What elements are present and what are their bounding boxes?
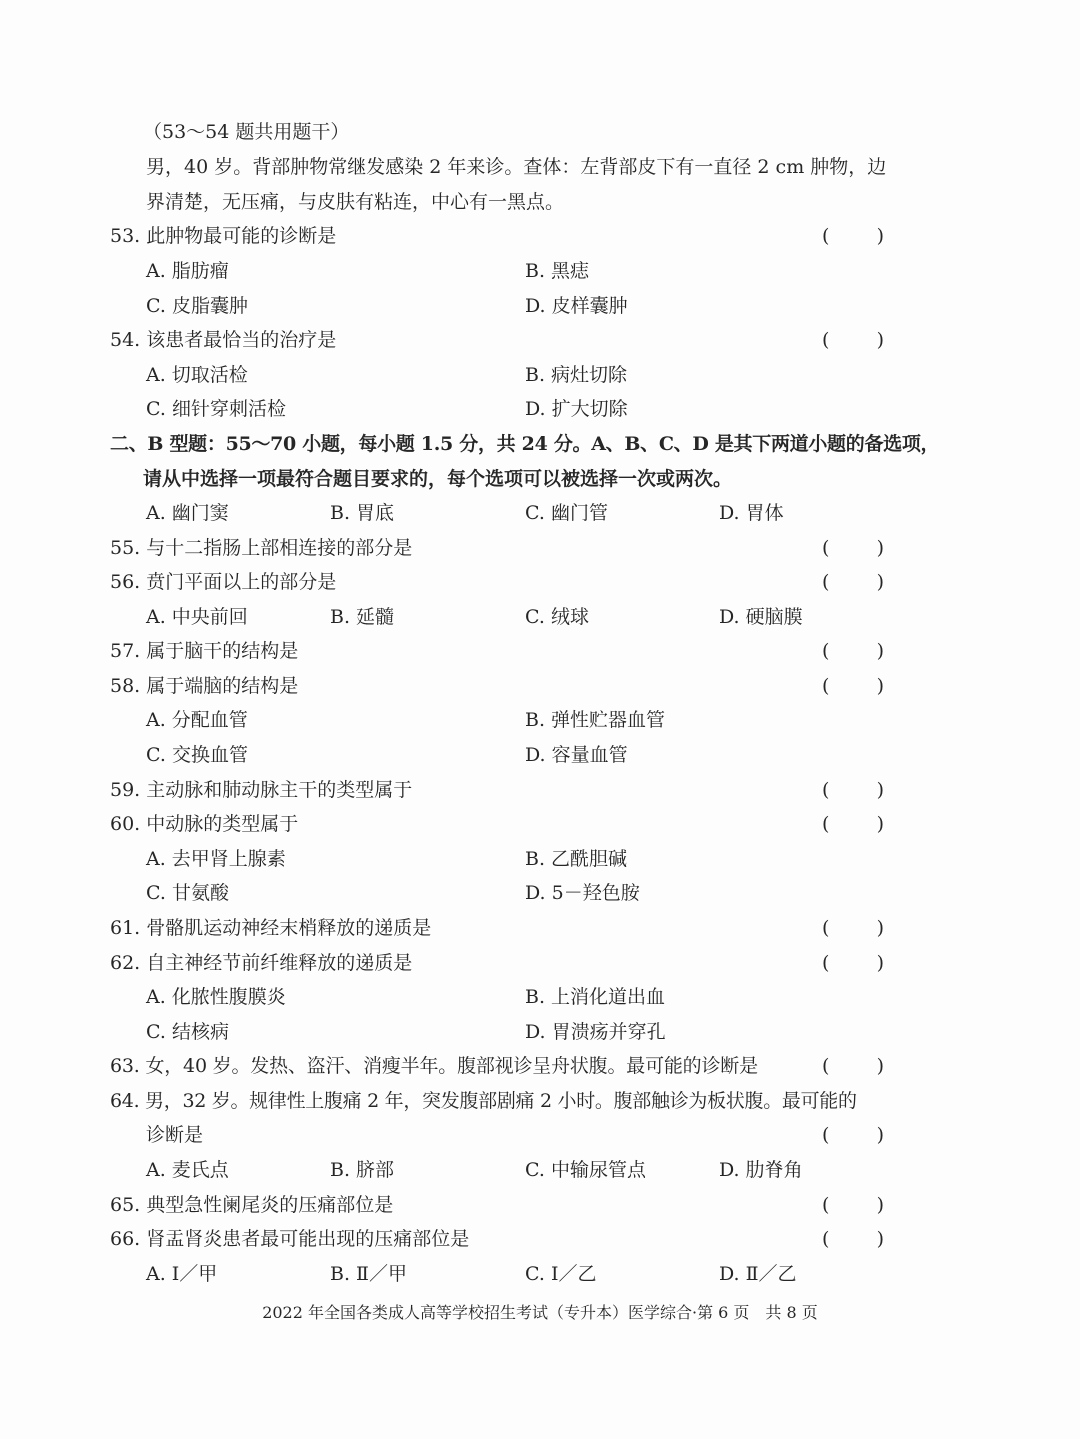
q54-option-a: A. 切取活检: [146, 364, 248, 386]
answer-blank-62: ( ): [822, 952, 884, 974]
answer-blank-60: ( ): [822, 813, 884, 835]
question-58: 58. 属于端脑的结构是: [110, 675, 299, 697]
g59-option-d: D. 容量血管: [525, 744, 628, 766]
answer-blank-56: ( ): [822, 571, 884, 593]
g59-option-c: C. 交换血管: [146, 744, 248, 766]
stem-line-2: 界清楚，无压痛，与皮肤有粘连，中心有一黑点。: [146, 191, 565, 213]
stem-header: （53～54 题共用题干）: [143, 121, 350, 143]
question-61: 61. 骨骼肌运动神经末梢释放的递质是: [110, 917, 432, 939]
g61-option-c: C. 甘氨酸: [146, 882, 229, 904]
answer-blank-57: ( ): [822, 640, 884, 662]
question-64-line-2: 诊断是: [146, 1124, 204, 1146]
g59-option-a: A. 分配血管: [146, 709, 248, 731]
q53-option-d: D. 皮样囊肿: [525, 295, 628, 317]
section-2-header: 二、B 型题：55～70 小题，每小题 1.5 分，共 24 分。A、B、C、D 是其下两道小题的备选项，: [110, 433, 940, 455]
g55-option-d: D. 胃体: [719, 502, 784, 524]
answer-blank-58: ( ): [822, 675, 884, 697]
stem-line-1: 男，40 岁。背部肿物常继发感染 2 年来诊。查体：左背部皮下有一直径 2 cm 肿物，边: [146, 156, 887, 178]
g61-option-a: A. 去甲肾上腺素: [146, 848, 286, 870]
q53-option-c: C. 皮脂囊肿: [146, 295, 248, 317]
question-57: 57. 属于脑干的结构是: [110, 640, 299, 662]
g61-option-d: D. 5－羟色胺: [525, 882, 640, 904]
g63-option-c: C. 结核病: [146, 1021, 229, 1043]
g55-option-c: C. 幽门管: [525, 502, 608, 524]
g63-option-d: D. 胃溃疡并穿孔: [525, 1021, 666, 1043]
question-59: 59. 主动脉和肺动脉主干的类型属于: [110, 779, 413, 801]
g55-option-a: A. 幽门窦: [146, 502, 229, 524]
answer-blank-64: ( ): [822, 1124, 884, 1146]
g65-option-d: D. 肋脊角: [719, 1159, 803, 1181]
answer-blank-54: ( ): [822, 329, 884, 351]
g65-option-a: A. 麦氏点: [146, 1159, 229, 1181]
section-2-instructions: 请从中选择一项最符合题目要求的，每个选项可以被选择一次或两次。: [143, 468, 733, 490]
g67-option-d: D. Ⅱ／乙: [719, 1263, 797, 1285]
answer-blank-55: ( ): [822, 537, 884, 559]
page-footer: 2022 年全国各类成人高等学校招生考试（专升本）医学综合·第 6 页 共 8 页: [262, 1303, 818, 1322]
g59-option-b: B. 弹性贮器血管: [525, 709, 666, 731]
g57-option-d: D. 硬脑膜: [719, 606, 803, 628]
question-64-line-1: 64. 男，32 岁。规律性上腹痛 2 年，突发腹部剧痛 2 小时。腹部触诊为板状腹。最可能的: [110, 1090, 857, 1112]
q53-option-b: B. 黑痣: [525, 260, 590, 282]
g55-option-b: B. 胃底: [330, 502, 395, 524]
q54-option-d: D. 扩大切除: [525, 398, 628, 420]
answer-blank-61: ( ): [822, 917, 884, 939]
answer-blank-66: ( ): [822, 1228, 884, 1250]
g67-option-c: C. Ⅰ／乙: [525, 1263, 597, 1285]
q53-option-a: A. 脂肪瘤: [146, 260, 229, 282]
question-56: 56. 贲门平面以上的部分是: [110, 571, 337, 593]
answer-blank-59: ( ): [822, 779, 884, 801]
g67-option-a: A. Ⅰ／甲: [146, 1263, 218, 1285]
g63-option-a: A. 化脓性腹膜炎: [146, 986, 286, 1008]
answer-blank-53: ( ): [822, 225, 884, 247]
question-65: 65. 典型急性阑尾炎的压痛部位是: [110, 1194, 394, 1216]
g65-option-b: B. 脐部: [330, 1159, 395, 1181]
question-55: 55. 与十二指肠上部相连接的部分是: [110, 537, 413, 559]
g57-option-a: A. 中央前回: [146, 606, 248, 628]
answer-blank-63: ( ): [822, 1055, 884, 1077]
g65-option-c: C. 中输尿管点: [525, 1159, 646, 1181]
q54-option-c: C. 细针穿刺活检: [146, 398, 286, 420]
g61-option-b: B. 乙酰胆碱: [525, 848, 628, 870]
g57-option-c: C. 绒球: [525, 606, 589, 628]
question-63: 63. 女，40 岁。发热、盗汗、消瘦半年。腹部视诊呈舟状腹。最可能的诊断是: [110, 1055, 758, 1077]
g67-option-b: B. Ⅱ／甲: [330, 1263, 407, 1285]
question-54: 54. 该患者最恰当的治疗是: [110, 329, 337, 351]
question-62: 62. 自主神经节前纤维释放的递质是: [110, 952, 413, 974]
question-66: 66. 肾盂肾炎患者最可能出现的压痛部位是: [110, 1228, 470, 1250]
q54-option-b: B. 病灶切除: [525, 364, 628, 386]
g57-option-b: B. 延髓: [330, 606, 395, 628]
g63-option-b: B. 上消化道出血: [525, 986, 666, 1008]
answer-blank-65: ( ): [822, 1194, 884, 1216]
question-60: 60. 中动脉的类型属于: [110, 813, 299, 835]
question-53: 53. 此肿物最可能的诊断是: [110, 225, 337, 247]
